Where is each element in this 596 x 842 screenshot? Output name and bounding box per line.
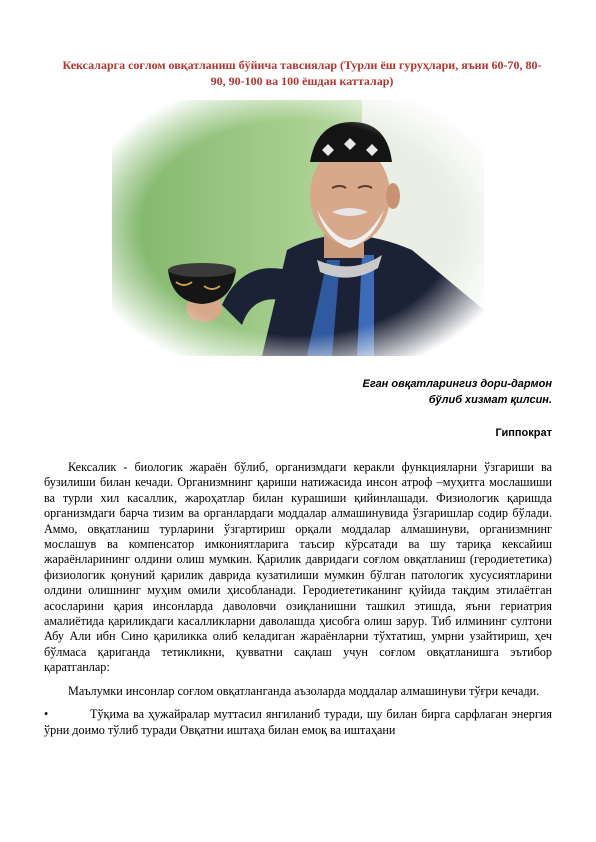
elderly-man-photo bbox=[112, 100, 484, 356]
body-text bbox=[44, 460, 552, 738]
epigraph-line-1: Еган овқатларингиз дори-дармон bbox=[362, 378, 552, 390]
epigraph-line-2: бўлиб хизмат қилсин. bbox=[428, 394, 552, 406]
paragraph-1: Кексалик - биологик жараён бўлиб, организмдаги керакли функцияларни ўзгариши ва бузилиши билан кечади. Организмнинг қариши натижасида инсон атроф –муҳитга мослашиши ва турли хил касаллик, жароҳатлар билан курашиши қийинлашади. Физиологик қаришда организмдаги барча тизим ва органлардаги моддалар алмашинувида ўзгаришлар содир бўлади. Аммо, овқатланиш турларини ўзгартириш орқали моддалар алмашинуви, организмнинг мослашув ва компенсатор имкониятларига таъсир кўрсатади ва шу тариқа кексайиш жараёнларининг олдини олиш мумкин. Қарилик давридаги соғлом овқатланиш (геродиететика) физиологик қонуний қарилик даврида кузатилиши мумкин бўлган патологик хусусиятларини олдини олишнинг муҳим омили ҳисобланади. Геродиететиканинг қуйида тақдим этилаётган асосларини қария инсонларда даволовчи озиқланишни ташкил этишда, яъни гериатрия амалиётида қариликдаги касалликларни даволашда ҳисобга олиш зарур. Тиб илмининг султони Абу Али ибн Сино қариликка олиб келадиган жараёнларни тўхтатиш, умрни узайтириш, ҳеч бўлмаса қариганда тетикликни, қувватни сақлаш учун соғлом овқатланишга эътибор қаратганлар: bbox=[44, 460, 552, 675]
bullet-paragraph bbox=[44, 707, 552, 738]
paragraph-3: Тўқима ва ҳужайралар муттасил янгиланиб туради, шу билан бирга сарфлаган энергия ўрни доимо тўлиб туради Овқатни иштаҳа билан емоқ ва иштаҳани bbox=[44, 707, 552, 737]
document-title: Кексаларга соғлом овқатланиш бўйича тавсиялар (Турли ёш гуруҳлари, яъни 60-70, 80-90, 90-100 ва 100 ёшдан катталар) bbox=[62, 58, 542, 88]
epigraph-author: Гиппократ bbox=[495, 427, 552, 439]
paragraph-2: Маълумки инсонлар соғлом овқатланганда аъзоларда моддалар алмашинуви тўғри кечади. bbox=[68, 683, 540, 698]
epigraph bbox=[252, 376, 552, 408]
bullet-icon: • bbox=[44, 707, 49, 722]
